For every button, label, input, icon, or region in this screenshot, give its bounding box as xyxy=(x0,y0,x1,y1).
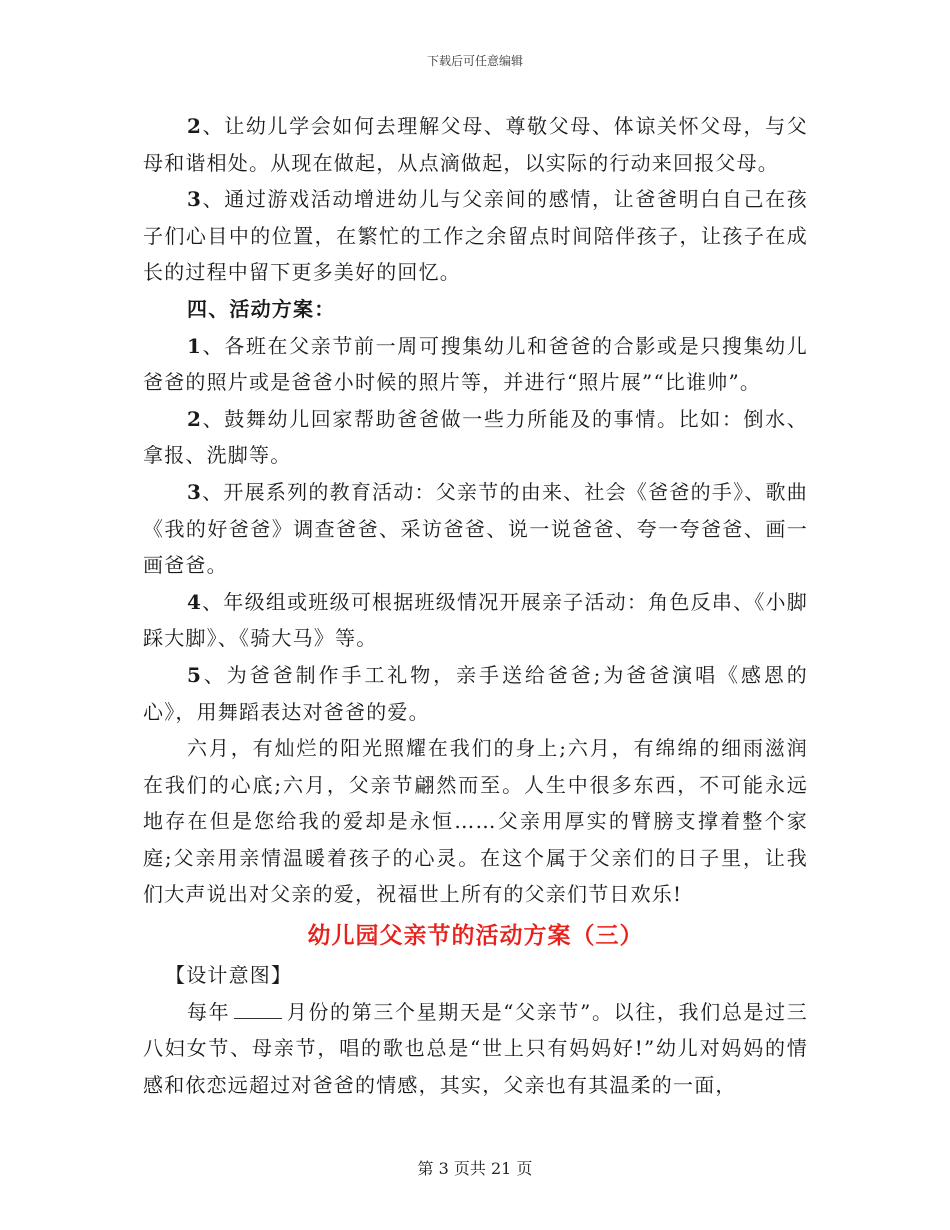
item-text: 、开展系列的教育活动：父亲节的由来、社会《爸爸的手》、歌曲《我的好爸爸》调查爸爸、采访爸爸、说一说爸爸、夸一夸爸爸、画一画爸爸。 xyxy=(143,479,808,578)
item-number: 4 xyxy=(187,589,203,614)
item-text: 、为爸爸制作手工礼物，亲手送给爸爸;为爸爸演唱《感恩的心》，用舞蹈表达对爸爸的爱。 xyxy=(143,662,808,724)
objective-item-3 xyxy=(143,181,808,291)
plan-item-1 xyxy=(143,328,808,401)
closing-paragraph: 六月，有灿烂的阳光照耀在我们的身上;六月，有绵绵的细雨滋润在我们的心底;六月，父亲节翩然而至。人生中很多东西，不可能永远地存在但是您给我的爱却是永恒……父亲用厚实的臂膀支撑着整个家庭;父亲用亲情温暖着孩子的心灵。在这个属于父亲们的日子里，让我们大声说出对父亲的爱，祝福世上所有的父亲们节日欢乐! xyxy=(143,736,808,907)
item-text: 、鼓舞幼儿回家帮助爸爸做一些力所能及的事情。比如：倒水、拿报、洗脚等。 xyxy=(143,406,808,468)
plan-item-2 xyxy=(143,401,808,474)
page-footer: 第 3 页共 21 页 xyxy=(417,1159,533,1178)
plan-item-5 xyxy=(143,657,808,730)
item-number: 5 xyxy=(187,662,203,687)
item-text: 、让幼儿学会如何去理解父母、尊敬父母、体谅关怀父母，与父母和谐相处。从现在做起，从点滴做起，以实际的行动来回报父母。 xyxy=(143,114,808,175)
item-number: 1 xyxy=(187,333,203,358)
intent-text-after: 月份的第三个星期天是“父亲节”。以往，我们总是过三八妇女节、母亲节，唱的歌也总是“世上只有妈妈好!”幼儿对妈妈的情感和依恋远超过对爸爸的情感，其实，父亲也有其温柔的一面， xyxy=(143,999,809,1097)
item-text: 、年级组或班级可根据班级情况开展亲子活动：角色反串、《小脚踩大脚》、《骑大马》等。 xyxy=(143,589,808,651)
item-number: 3 xyxy=(187,479,203,504)
document-body xyxy=(143,108,808,1103)
fill-in-blank xyxy=(234,1000,282,1019)
plan-item-3 xyxy=(143,474,808,584)
intent-paragraph xyxy=(143,994,808,1104)
item-text: 、各班在父亲节前一周可搜集幼儿和爸爸的合影或是只搜集幼儿爸爸的照片或是爸爸小时候的照片等，并进行“照片展”“比谁帅”。 xyxy=(143,333,808,395)
page-header: 下载后可任意编辑 xyxy=(426,54,523,68)
plan-item-4 xyxy=(143,584,808,657)
item-number: 2 xyxy=(187,114,203,138)
objective-item-2 xyxy=(143,108,808,181)
design-intent-label: 【设计意图】 xyxy=(165,963,293,988)
item-number: 3 xyxy=(187,187,203,212)
item-number: 2 xyxy=(187,406,203,431)
item-text: 、通过游戏活动增进幼儿与父亲间的感情，让爸爸明白自己在孩子们心目中的位置，在繁忙的工作之余留点时间陪伴孩子，让孩子在成长的过程中留下更多美好的回忆。 xyxy=(143,187,808,285)
intent-text-before: 每年 xyxy=(187,999,231,1024)
section-heading: 四、活动方案： xyxy=(187,296,336,321)
section-title: 幼儿园父亲节的活动方案（三） xyxy=(307,922,644,950)
